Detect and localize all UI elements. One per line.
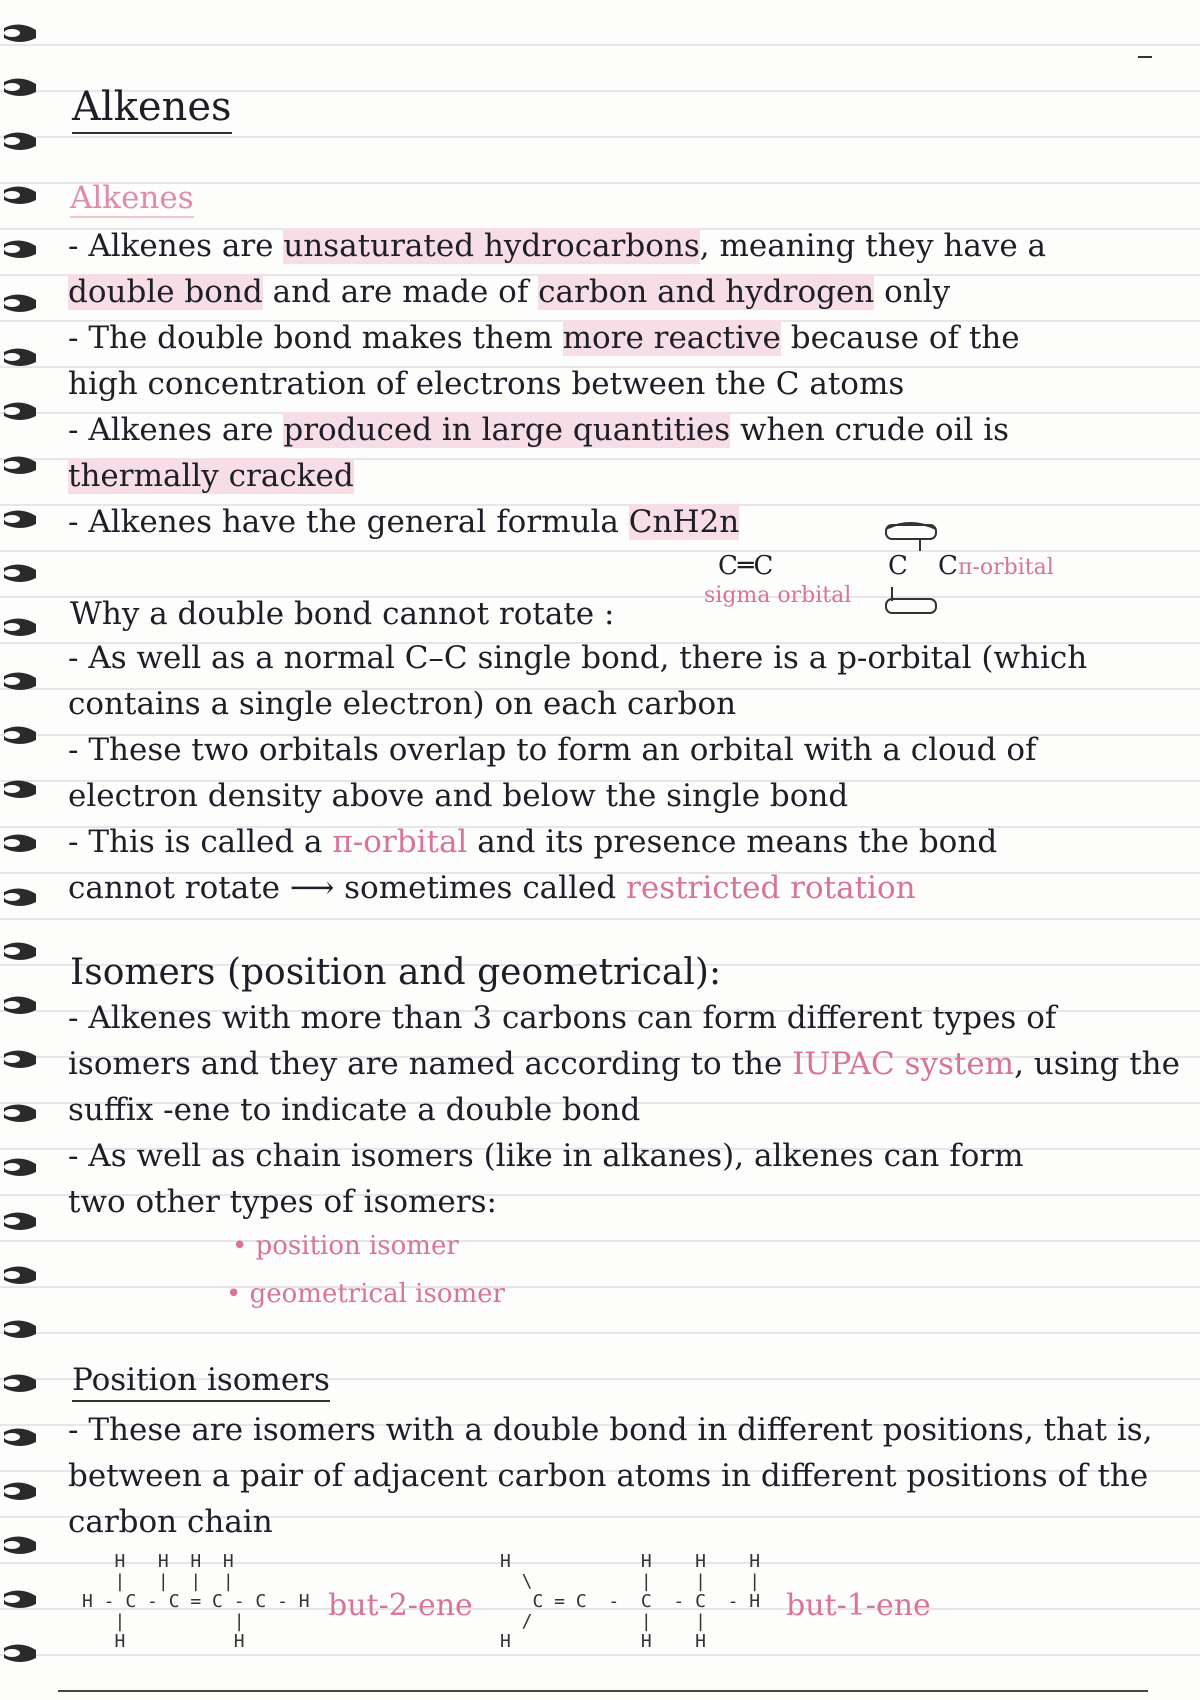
orbital-diagram [700, 515, 1100, 625]
spiral-binding [0, 20, 44, 1680]
bullet-position-isomer: • position isomer [232, 1231, 459, 1261]
isomers-line: two other types of isomers: [68, 1184, 497, 1220]
rotation-line: cannot rotate ⟶ sometimes called restricted rotation [68, 870, 916, 906]
sigma-atoms: C═C [718, 551, 774, 581]
binding-ring [2, 884, 38, 910]
binding-ring [2, 614, 38, 640]
text-segment: when crude oil is [730, 412, 1010, 448]
highlight-segment: thermally cracked [68, 458, 354, 494]
highlight-segment: double bond [68, 274, 263, 310]
text-segment: - Alkenes are [68, 412, 284, 448]
binding-ring [2, 1478, 38, 1504]
section-heading-rotation: Why a double bond cannot rotate : [70, 596, 615, 632]
corner-mark [1138, 56, 1152, 58]
binding-ring [2, 1046, 38, 1072]
alkenes-line [68, 320, 1020, 356]
isomers-line: - Alkenes with more than 3 carbons can form different types of [68, 1000, 1057, 1036]
binding-ring [2, 128, 38, 154]
alkenes-line [68, 458, 354, 494]
highlight-segment: unsaturated hydrocarbons [283, 228, 700, 264]
pi-atom-right: C [938, 551, 958, 581]
binding-ring [2, 1100, 38, 1126]
binding-ring [2, 452, 38, 478]
binding-ring [2, 776, 38, 802]
molecule-but-1-ene [500, 1552, 960, 1672]
highlight-segment: more reactive [562, 320, 781, 356]
alkenes-line [68, 366, 904, 402]
text-segment: , meaning they have a [699, 228, 1047, 264]
rotation-line: electron density above and below the single bond [68, 778, 849, 814]
bullet-geometrical-isomer: • geometrical isomer [226, 1279, 505, 1309]
but-1-ene-structure: H H H H \ | | | C = C - C - C - H / | | H H H [500, 1551, 761, 1652]
rotation-line: - These two orbitals overlap to form an orbital with a cloud of [68, 732, 1037, 768]
position-line: between a pair of adjacent carbon atoms in different positions of the [68, 1458, 1149, 1494]
binding-ring [2, 1370, 38, 1396]
alkenes-line [68, 274, 950, 310]
position-line: - These are isomers with a double bond in different positions, that is, [68, 1412, 1153, 1448]
pi-atom-left: C [888, 551, 908, 581]
rotation-line: - As well as a normal C–C single bond, there is a p-orbital (which [68, 640, 1088, 676]
highlight-segment: carbon and hydrogen [538, 274, 875, 310]
text-segment: because of the [780, 320, 1020, 356]
sigma-label: sigma orbital [704, 583, 852, 608]
pink-term: restricted rotation [626, 870, 916, 906]
section-heading-alkenes: Alkenes [70, 180, 194, 216]
isomers-line: - As well as chain isomers (like in alkanes), alkenes can form [68, 1138, 1024, 1174]
alkenes-line [68, 228, 1046, 264]
isomers-line: isomers and they are named according to the IUPAC system, using the [68, 1046, 1180, 1082]
binding-ring [2, 506, 38, 532]
binding-ring [2, 398, 38, 424]
binding-ring [2, 1208, 38, 1234]
binding-ring [2, 1154, 38, 1180]
binding-ring [2, 1316, 38, 1342]
but-2-ene-structure: H H H H | | | | H - C - C = C - C - H | | H H [82, 1551, 310, 1652]
binding-ring [2, 830, 38, 856]
binding-ring [2, 938, 38, 964]
text-segment: only [874, 274, 951, 310]
page-title: Alkenes [72, 84, 232, 134]
isomers-line: suffix -ene to indicate a double bond [68, 1092, 641, 1128]
binding-ring [2, 722, 38, 748]
bullet-position-text: position isomer [255, 1231, 459, 1261]
binding-ring [2, 74, 38, 100]
text-segment: and are made of [262, 274, 539, 310]
binding-ring [2, 668, 38, 694]
binding-ring [2, 560, 38, 586]
binding-ring [2, 1640, 38, 1666]
binding-ring [2, 20, 38, 46]
binding-ring [2, 182, 38, 208]
pink-term: π-orbital [332, 824, 468, 860]
but-2-ene-label: but-2-ene [328, 1588, 473, 1623]
binding-ring [2, 1424, 38, 1450]
binding-ring [2, 1532, 38, 1558]
text-segment: high concentration of electrons between the C atoms [68, 366, 905, 402]
text-segment: - The double bond makes them [68, 320, 563, 356]
section-heading-isomers: Isomers (position and geometrical): [70, 952, 722, 993]
pi-label: π-orbital [958, 555, 1054, 580]
highlight-segment: CnH2n [628, 504, 740, 540]
binding-ring [2, 1586, 38, 1612]
binding-ring [2, 1262, 38, 1288]
section-heading-position-isomers: Position isomers [72, 1362, 330, 1402]
molecule-but-2-ene [82, 1552, 502, 1672]
bullet-geometrical-text: geometrical isomer [249, 1279, 505, 1309]
binding-ring [2, 992, 38, 1018]
bottom-rule [58, 1690, 1148, 1692]
pink-term: IUPAC system [792, 1046, 1015, 1082]
text-segment: - Alkenes have the general formula [68, 504, 629, 540]
highlight-segment: produced in large quantities [283, 412, 731, 448]
rotation-line: contains a single electron) on each carbon [68, 686, 737, 722]
text-segment: - Alkenes are [68, 228, 284, 264]
binding-ring [2, 236, 38, 262]
alkenes-line [68, 412, 1009, 448]
but-1-ene-label: but-1-ene [786, 1588, 931, 1623]
binding-ring [2, 344, 38, 370]
position-line: carbon chain [68, 1504, 273, 1540]
binding-ring [2, 290, 38, 316]
alkenes-line [68, 504, 739, 540]
rotation-line: - This is called a π-orbital and its presence means the bond [68, 824, 998, 860]
